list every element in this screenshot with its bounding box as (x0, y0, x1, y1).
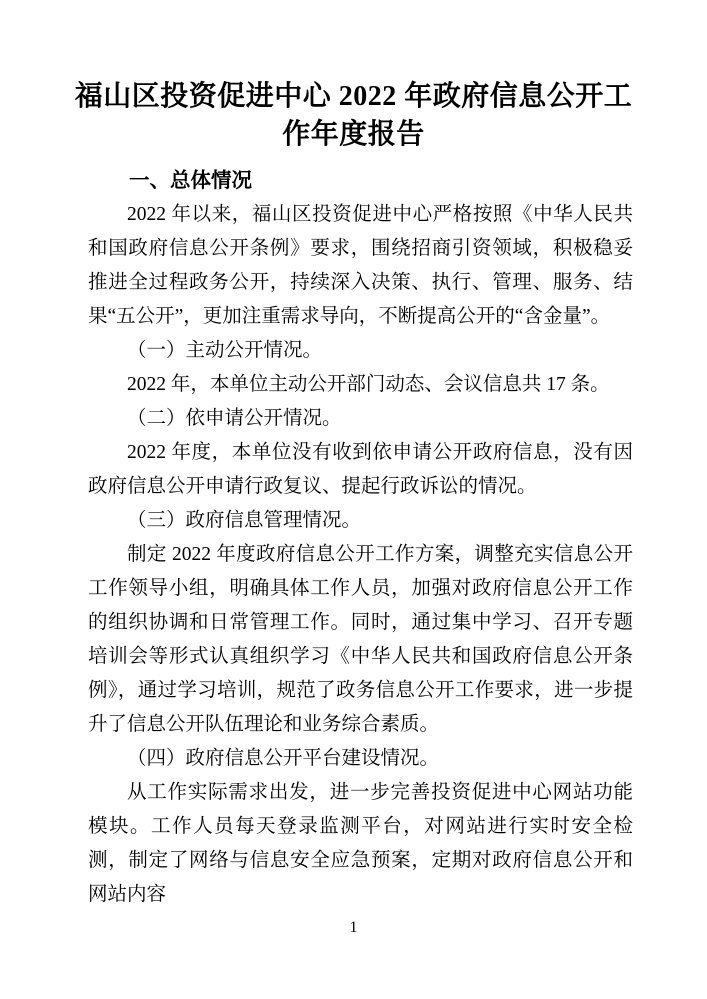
paragraph: 2022 年，本单位主动公开部门动态、会议信息共 17 条。 (127, 374, 610, 395)
paragraph: （二）依申请公开情况。 (127, 408, 342, 429)
document-body (88, 198, 633, 912)
paragraph: （四）政府信息公开平台建设情况。 (127, 748, 440, 769)
document-title: 福山区投资促进中心 2022 年政府信息公开工作年度报告 (74, 81, 633, 150)
section-heading: 一、总体情况 (129, 169, 252, 192)
paragraph: （三）政府信息管理情况。 (127, 510, 362, 531)
paragraph: 2022 年度，本单位没有收到依申请公开政府信息，没有因政府信息公开申请行政复议、提起行政诉讼的情况。 (88, 442, 633, 497)
paragraph: 2022 年以来，福山区投资促进中心严格按照《中华人民共和国政府信息公开条例》要求，围绕招商引资领域，积极稳妥推进全过程政务公开，持续深入决策、执行、管理、服务、结果“五公开”，更加注重需求导向，不断提高公开的“含金量”。 (88, 204, 633, 327)
paragraph: （一）主动公开情况。 (127, 340, 323, 361)
paragraph: 从工作实际需求出发，进一步完善投资促进中心网站功能模块。工作人员每天登录监测平台，对网站进行实时安全检测，制定了网络与信息安全应急预案，定期对政府信息公开和网站内容 (88, 782, 633, 905)
page-number: 1 (349, 919, 358, 936)
paragraph: 制定 2022 年度政府信息公开工作方案，调整充实信息公开工作领导小组，明确具体工作人员，加强对政府信息公开工作的组织协调和日常管理工作。同时，通过集中学习、召开专题培训会等形式认真组织学习《中华人民共和国政府信息公开条例》，通过学习培训，规范了政务信息公开工作要求，进一步提升了信息公开队伍理论和业务综合素质。 (88, 544, 633, 735)
